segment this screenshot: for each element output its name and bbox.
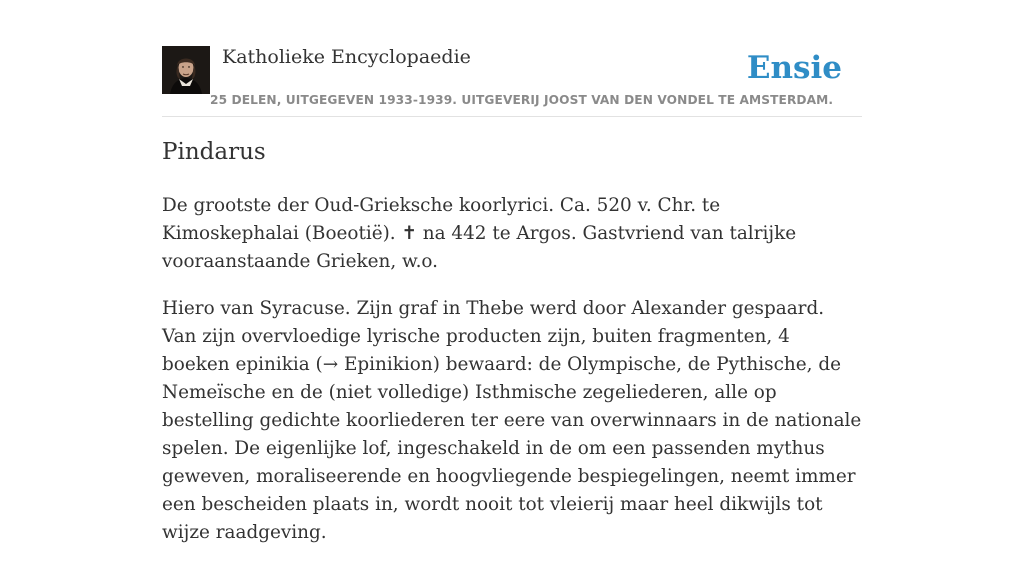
book-subtitle: 25 DELEN, UITGEGEVEN 1933-1939. UITGEVERIJ JOOST VAN DEN VONDEL TE AMSTERDAM. [210, 93, 834, 107]
book-title[interactable]: Katholieke Encyclopaedie [222, 46, 471, 68]
portrait-avatar-icon[interactable] [162, 46, 210, 94]
entry-paragraph: Hiero van Syracuse. Zijn graf in Thebe werd door Alexander gespaard. Van zijn overvloedige lyrische producten zijn, buiten fragmenten, 4 boeken epinikia (→ Epinikion) bewaard: de Olympische, de Pythische, de Nemeïsche en de (niet volledige) Isthmische zegeliederen, alle op bestelling gedichte koorliederen ter eere van overwinnaars in de nationale spelen. De eigenlijke lof, ingeschakeld in de om een passenden mythus geweven, moraliseerende en hoogvliegende bespiegelingen, neemt immer een bescheiden plaats in, wordt nooit tot vleierij maar heel dikwijls tot wijze raadgeving. [162, 298, 862, 543]
entry-title: Pindarus [162, 139, 266, 165]
entry-paragraph: De grootste der Oud-Grieksche koorlyrici. Ca. 520 v. Chr. te Kimoskephalai (Boeotië). ✝ na 442 te Argos. Gastvriend van talrijke vooraanstaande Grieken, w.o. [162, 195, 797, 272]
entry-body [162, 192, 862, 566]
header [162, 46, 862, 117]
brand-logo[interactable]: Ensie [746, 50, 842, 86]
